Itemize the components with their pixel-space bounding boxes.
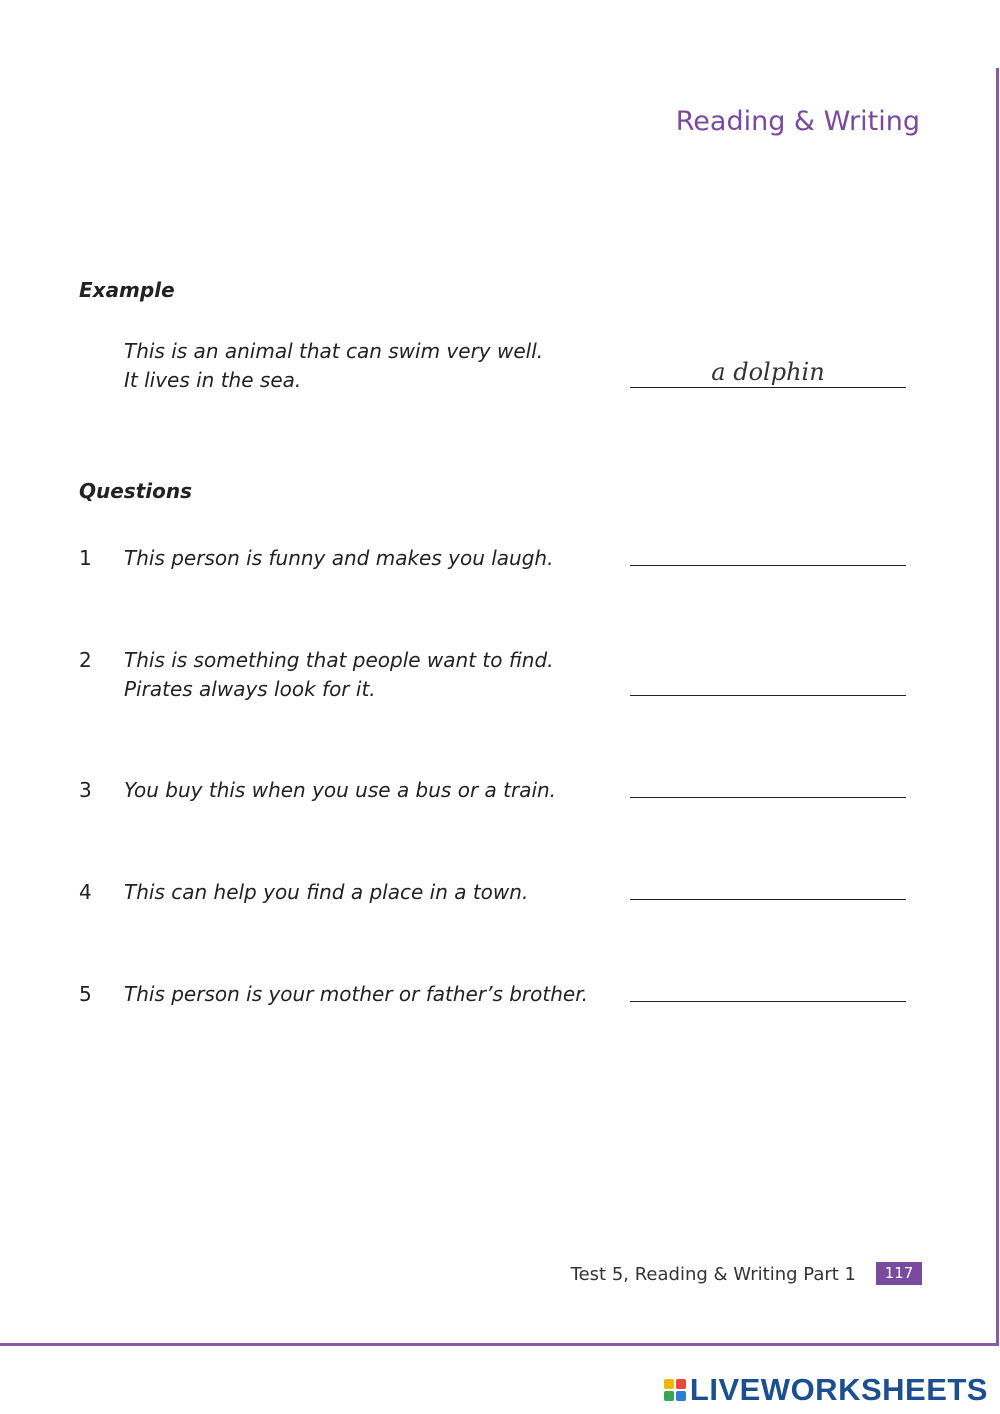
- answer-line-4[interactable]: [630, 899, 906, 900]
- question-number: 4: [79, 880, 92, 904]
- brand-footer[interactable]: [664, 1372, 988, 1408]
- question-text: This person is funny and makes you laugh.: [124, 546, 554, 570]
- questions-heading: Questions: [79, 479, 193, 503]
- footer-caption: Test 5, Reading & Writing Part 1: [570, 1264, 856, 1285]
- example-heading: Example: [79, 278, 175, 302]
- section-title: Reading & Writing: [675, 106, 920, 137]
- question-text: This can help you find a place in a town.: [124, 880, 529, 904]
- question-text: This person is your mother or father’s brother.: [124, 982, 588, 1006]
- question-number: 1: [79, 546, 92, 570]
- question-text-line-2: Pirates always look for it.: [124, 677, 376, 701]
- page-number-badge: 117: [876, 1262, 922, 1285]
- example-line-2: It lives in the sea.: [124, 368, 302, 392]
- example-answer-line: [630, 387, 906, 388]
- question-number: 5: [79, 982, 92, 1006]
- page-border-bottom: [0, 1343, 999, 1346]
- answer-line-2[interactable]: [630, 695, 906, 696]
- brand-name: LIVEWORKSHEETS: [689, 1372, 988, 1407]
- answer-line-5[interactable]: [630, 1001, 906, 1002]
- example-answer: a dolphin: [711, 358, 825, 386]
- question-text: You buy this when you use a bus or a train.: [124, 778, 557, 802]
- example-line-1: This is an animal that can swim very well.: [124, 339, 544, 363]
- answer-line-3[interactable]: [630, 797, 906, 798]
- question-text: This is something that people want to find.: [124, 648, 554, 672]
- question-number: 2: [79, 648, 92, 672]
- page-border-right: [996, 68, 999, 1346]
- question-number: 3: [79, 778, 92, 802]
- answer-line-1[interactable]: [630, 565, 906, 566]
- liveworksheets-logo-icon: [664, 1379, 686, 1401]
